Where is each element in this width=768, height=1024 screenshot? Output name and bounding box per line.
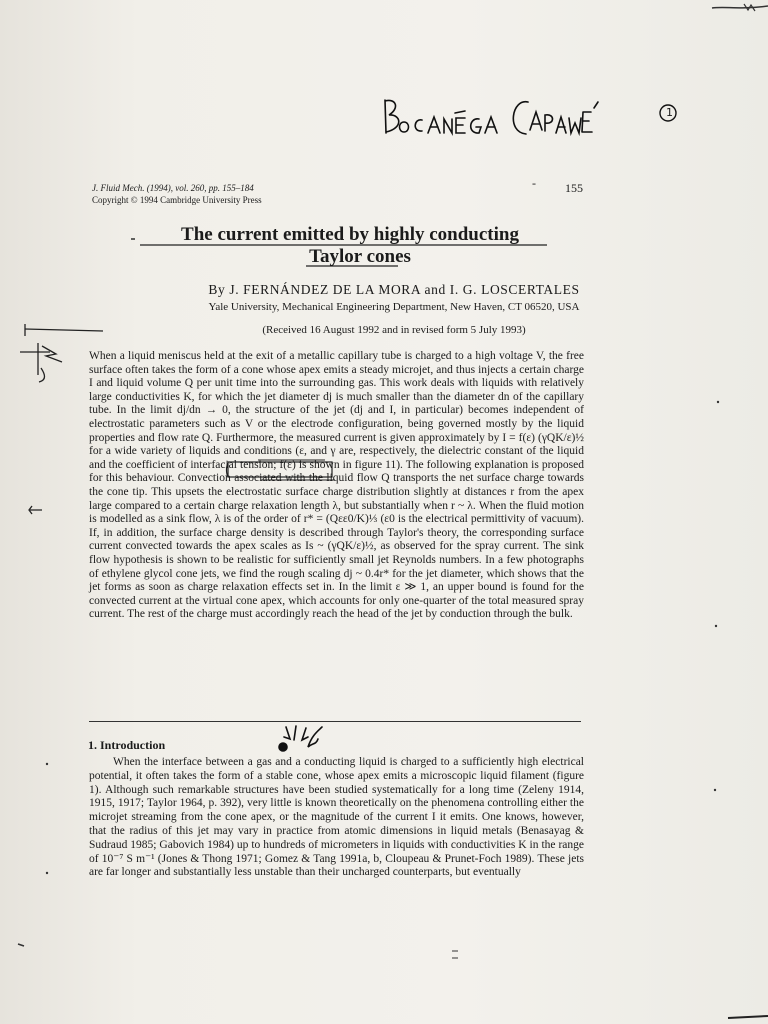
handwritten-name-signature [385,100,598,134]
paper-title-line-1: The current emitted by highly conducting [181,224,519,245]
header-dash: - [532,176,536,190]
section-divider-rule [89,721,581,722]
paper-authors: By J. FERNÁNDEZ DE LA MORA and I. G. LOSCERTALES [208,282,580,297]
paper-title-line-2: Taylor cones [309,246,411,267]
copyright-line: Copyright © 1994 Cambridge University Press [92,195,262,205]
abstract-paragraph: When a liquid meniscus held at the exit of a metallic capillary tube is charged to a high voltage V, the free surface often takes the form of a cone whose apex emits a steady microjet, and thus injects a certain charge I and liquid volume Q per unit time into the surrounding gas. This work deals with liquids with relatively large conductivities K, for which the jet diameter dj is much smaller than the diameter dn of the capillary tube. In the limit dj/dn → 0, the structure of the jet (dj and I, in particular) becomes independent of electrostatic parameters such as V or the electrode configuration, being governed mostly by the liquid properties and flow rate Q. Furthermore, the measured current is given approximately by I = f(ε) (γQK/ε)½ for a wide variety of liquids and conditions (ε, and γ are, respectively, the dielectric constant of the liquid and the coefficient of interfacial tension; f(ε) is shown in figure 11). The following explanation is proposed for this behaviour. Convection associated with the liquid flow Q transports the net surface charge towards the cone tip. This upsets the electrostatic surface charge distribution slightly at distances r from the apex large compared to a certain charge relaxation length λ, but substantially when r ~ λ. When the fluid motion is modelled as a sink flow, λ is of the order of r* = (Qεε0/K)⅓ (ε0 is the electrical permittivity of vacuum). If, in addition, the surface charge density is described through Taylor's theory, the corresponding surface current convected towards the apex scales as Is ~ (γQK/ε)½, as observed for the spray current. The sink flow hypothesis is shown to be realistic for sufficiently small jet Reynolds numbers. In a few photographs of ethylene glycol cone jets, we find the rough scaling dj ~ 0.4r* for the jet diameter, which shows that the jet forms as soon as charge relaxation effects set in. In the limit ε ≫ 1, an upper bound is found for the convected current at the virtual cone apex, which accounts for only one-quarter of the total measured spray current. The rest of the charge must accordingly reach the head of the jet by conduction through the bulk. [89,350,584,621]
introduction-paragraph: When the interface between a gas and a conducting liquid is charged to a sufficiently high electrical potential, it often takes the form of a stable cone, whose apex emits a microscopic liquid filament (figure 1). Although such remarkable structures have been studied systematically for a long time (Zeleny 1914, 1915, 1917; Taylor 1964, p. 392), very little is known theoretically on the phenomena controlling either the microjet streaming from the cone apex, or the magnitude of the current I it emits. One knows, however, that the radius of this jet may vary in practice from atomic dimensions in liquid metals (Benasayag & Sudraud 1985; Gabovich 1984) up to hundreds of micrometers in liquids with conductivities K in the range of 10⁻⁷ S m⁻¹ (Jones & Thong 1971; Gomez & Tang 1991a, b, Cloupeau & Prunet-Foch 1989). These jets are far longer and substantially less unstable than their uncharged counterparts, but eventually [89,756,584,879]
journal-citation: J. Fluid Mech. (1994), vol. 260, pp. 155–184 [92,183,254,193]
pen-smudge-top-right [712,6,768,8]
circled-number-label: 1 [666,106,673,119]
author-affiliation: Yale University, Mechanical Engineering Department, New Haven, CT 06520, USA [208,301,580,313]
page-number: 155 [565,181,583,195]
cone-sketch-mark [279,726,322,751]
received-dates: (Received 16 August 1992 and in revised form 5 July 1993) [262,324,526,336]
section-heading-introduction: 1. Introduction [88,738,166,752]
